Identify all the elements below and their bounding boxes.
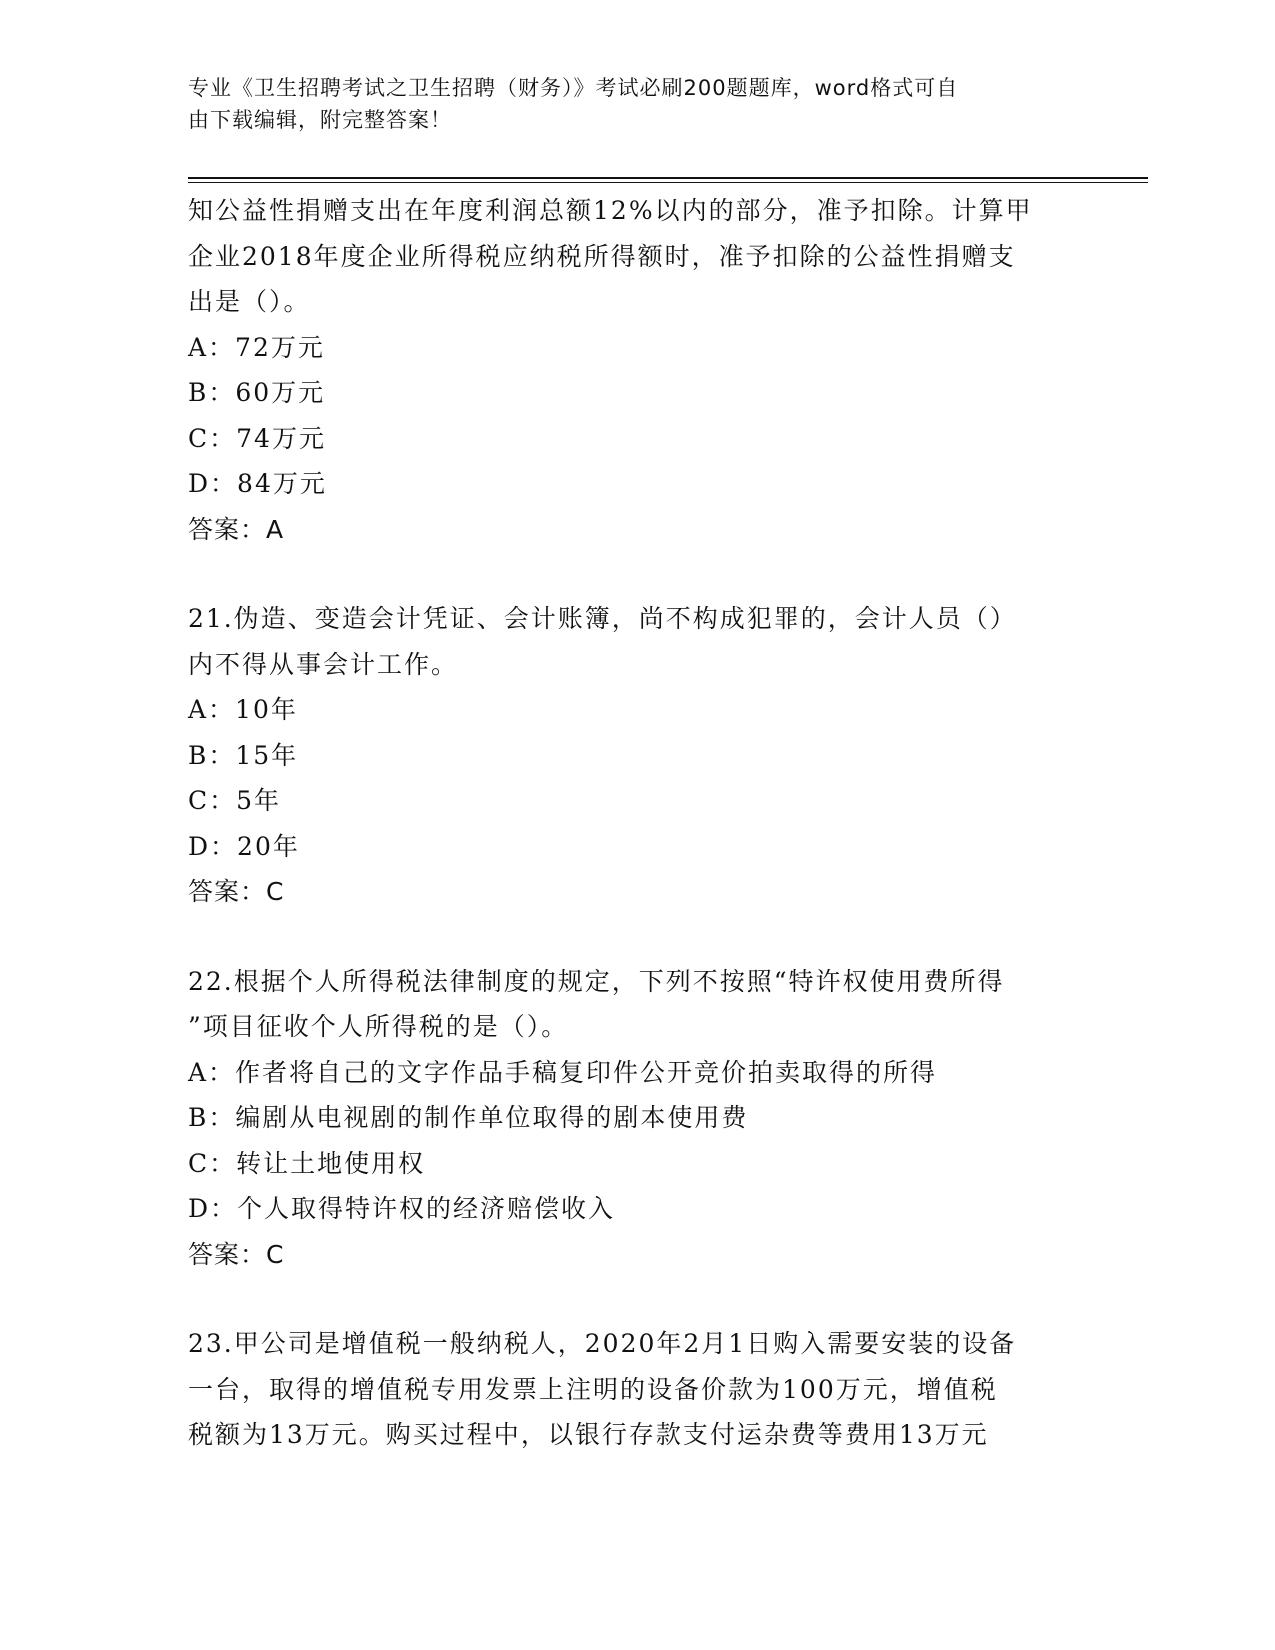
option-c: C：74万元 bbox=[188, 423, 326, 453]
header-line-2: 由下载编辑，附完整答案！ bbox=[188, 108, 452, 132]
question-stem-line: 一台，取得的增值税专用发票上注明的设备价款为100万元，增值税 bbox=[188, 1374, 998, 1404]
question-stem-line: 21.伪造、变造会计凭证、会计账簿，尚不构成犯罪的，会计人员（） bbox=[188, 604, 1017, 633]
question-stem-line: 企业2018年度企业所得税应纳税所得额时，准予扣除的公益性捐赠支 bbox=[188, 241, 1016, 271]
question-23 bbox=[188, 1321, 1088, 1458]
header-line-1: 专业《卫生招聘考试之卫生招聘（财务）》考试必刷200题题库，word格式可自 bbox=[188, 76, 959, 100]
question-stem-line: ”项目征收个人所得税的是（）。 bbox=[188, 1012, 569, 1041]
option-a: A：作者将自己的文字作品手稿复印件公开竞价拍卖取得的所得 bbox=[188, 1057, 938, 1087]
header-divider-thick bbox=[188, 177, 1148, 179]
question-stem-line: 内不得从事会计工作。 bbox=[188, 649, 459, 679]
question-stem-line: 出是（）。 bbox=[188, 287, 311, 316]
option-d: D：个人取得特许权的经济赔偿收入 bbox=[188, 1194, 616, 1223]
option-a: A：72万元 bbox=[188, 332, 325, 362]
option-c: C：转让土地使用权 bbox=[188, 1148, 426, 1178]
document-header bbox=[188, 72, 1068, 136]
question-20 bbox=[188, 188, 1088, 552]
option-a: A：10年 bbox=[188, 695, 298, 724]
header-divider-thin bbox=[188, 182, 1148, 183]
document-body bbox=[188, 188, 1088, 1502]
answer-line: 答案：A bbox=[188, 514, 285, 544]
question-22 bbox=[188, 959, 1088, 1278]
option-b: B：15年 bbox=[188, 740, 299, 770]
question-stem-line: 23.甲公司是增值税一般纳税人，2020年2月1日购入需要安装的设备 bbox=[188, 1329, 1017, 1358]
question-stem-line: 税额为13万元。购买过程中，以银行存款支付运杂费等费用13万元 bbox=[188, 1420, 989, 1449]
answer-line: 答案：C bbox=[188, 1239, 285, 1269]
option-d: D：20年 bbox=[188, 831, 300, 861]
option-b: B：60万元 bbox=[188, 378, 326, 407]
question-stem-line: 22.根据个人所得税法律制度的规定，下列不按照“特许权使用费所得 bbox=[188, 966, 1005, 996]
option-d: D：84万元 bbox=[188, 469, 327, 498]
question-stem-line: 知公益性捐赠支出在年度利润总额12%以内的部分，准予扣除。计算甲 bbox=[188, 196, 1033, 225]
option-b: B：编剧从电视剧的制作单位取得的剧本使用费 bbox=[188, 1103, 749, 1132]
option-c: C：5年 bbox=[188, 786, 282, 815]
answer-line: 答案：C bbox=[188, 877, 285, 906]
question-21 bbox=[188, 596, 1088, 915]
